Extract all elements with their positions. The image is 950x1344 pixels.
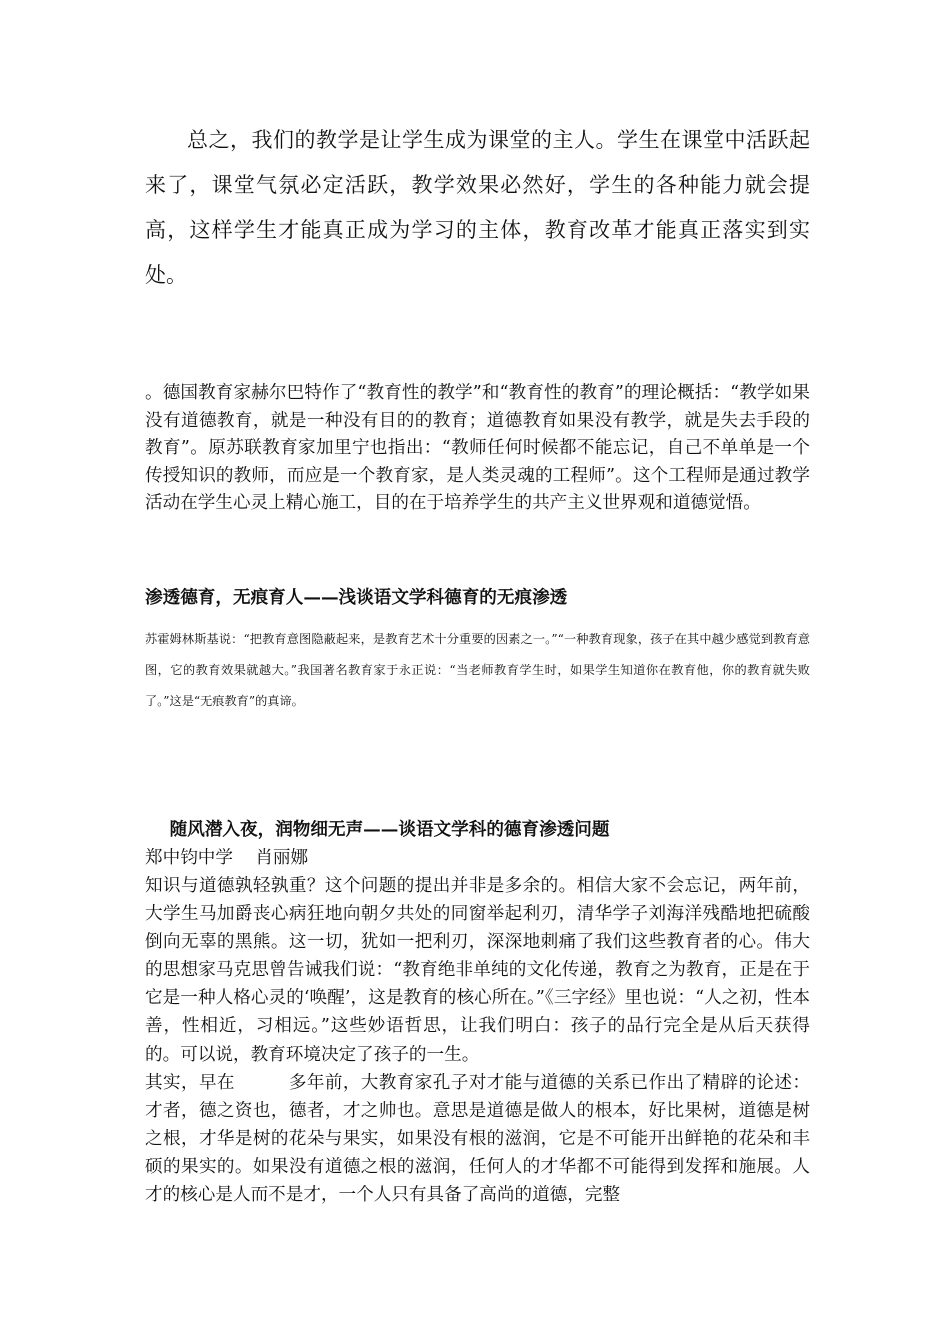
article-two-title: 随风潜入夜，润物细无声——谈语文学科的德育渗透问题 xyxy=(169,819,610,840)
quote-section xyxy=(145,380,810,518)
quote-paragraph: 。德国教育家赫尔巴特作了“教育性的教学”和“教育性的教育”的理论概括：“教学如果没有道德教育，就是一种没有目的的教育；道德教育如果没有教学，就是失去手段的教育”。原苏联教育家加里宁也指出：“教师任何时候都不能忘记，自己不单单是一个传授知识的教师，而应是一个教育家，是人类灵魂的工程师”。这个工程师是通过教学活动在学生心灵上精心施工，目的在于培养学生的共产主义世界观和道德觉悟。 xyxy=(145,383,810,513)
intro-section xyxy=(145,118,810,298)
article-two-byline: 郑中钧中学 肖丽娜 xyxy=(145,848,309,868)
article-one-paragraph: 苏霍姆林斯基说：“把教育意图隐蔽起来，是教育艺术十分重要的因素之一。”“一种教育现象，孩子在其中越少感觉到教育意图，它的教育效果就越大。”我国著名教育家于永正说：“当老师教育学生时，如果学生知道你在教育他，你的教育就失败了。”这是“无痕教育”的真谛。 xyxy=(145,632,810,708)
article-two-paragraph-1: 知识与道德孰轻孰重？这个问题的提出并非是多余的。相信大家不会忘记，两年前，大学生马加爵丧心病狂地向朝夕共处的同窗举起利刃，清华学子刘海洋残酷地把硫酸倒向无辜的黑熊。这一切，犹如一把利刃，深深地刺痛了我们这些教育者的心。伟大的思想家马克思曾告诫我们说：“教育绝非单纯的文化传递，教育之为教育，正是在于它是一种人格心灵的‘唤醒’，这是教育的核心所在。”《三字经》里也说：“人之初，性本善，性相近，习相远。”这些妙语哲思，让我们明白：孩子的品行完全是从后天获得的。可以说，教育环境决定了孩子的一生。 xyxy=(145,876,810,1065)
article-two xyxy=(145,816,810,1209)
article-one xyxy=(145,586,810,717)
article-one-heading: 渗透德育，无痕育人——浅谈语文学科德育的无痕渗透 xyxy=(145,587,568,608)
article-two-paragraph-2: 其实，早在 多年前，大教育家孔子对才能与道德的关系已作出了精辟的论述：才者，德之资也，德者，才之帅也。意思是道德是做人的根本，好比果树，道德是树之根，才华是树的花朵与果实，如果没有根的滋润，它是不可能开出鲜艳的花朵和丰硕的果实的。如果没有道德之根的滋润，任何人的才华都不可能得到发挥和施展。人才的核心是人而不是才，一个人只有具备了高尚的道德，完整 xyxy=(145,1072,810,1206)
intro-paragraph: 总之，我们的教学是让学生成为课堂的主人。学生在课堂中活跃起来了，课堂气氛必定活跃，教学效果必然好，学生的各种能力就会提高，这样学生才能真正成为学习的主体，教育改革才能真正落实到实处。 xyxy=(145,128,810,287)
